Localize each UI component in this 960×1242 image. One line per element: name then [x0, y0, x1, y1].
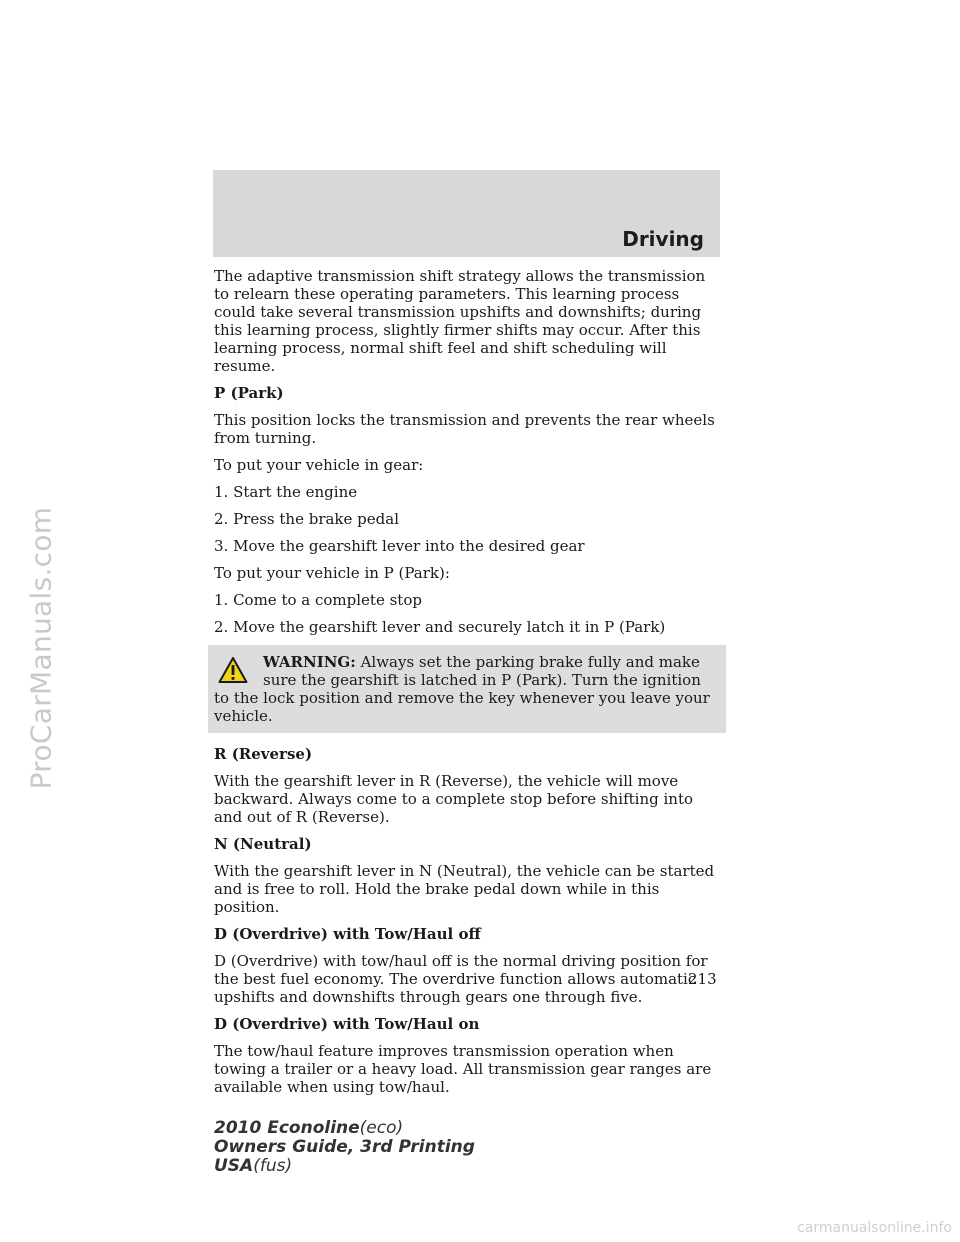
side-watermark-text: ProCarManuals.com	[24, 506, 58, 790]
neutral-heading: N (Neutral)	[214, 835, 312, 853]
footer-region-code: (fus)	[253, 1156, 293, 1176]
warning-box	[208, 645, 726, 733]
warning-triangle-icon	[218, 656, 248, 684]
warning-label: WARNING:	[263, 653, 356, 671]
in-gear-step: 1. Start the engine	[214, 483, 358, 501]
overdrive-on-heading: D (Overdrive) with Tow/Haul on	[214, 1015, 480, 1033]
neutral-paragraph: With the gearshift lever in N (Neutral), the vehicle can be started and is free to roll. Hold the brake pedal down while in this position.	[214, 862, 715, 916]
side-watermark	[0, 0, 80, 1242]
park-heading: P (Park)	[214, 384, 284, 402]
in-gear-intro: To put your vehicle in gear:	[214, 456, 424, 474]
warning-text: Always set the parking brake fully and make sure the gearshift is latched in P (Park). Turn the ignition to the lock position and remove the key whenever you leave your vehicle.	[214, 653, 710, 725]
in-gear-step: 2. Press the brake pedal	[214, 510, 399, 528]
overdrive-off-heading: D (Overdrive) with Tow/Haul off	[214, 925, 481, 943]
section-title: Driving	[622, 227, 704, 251]
overdrive-off-paragraph: D (Overdrive) with tow/haul off is the normal driving position for the best fuel economy. The overdrive function allows automatic upshifts and downshifts through gears one through five.	[214, 952, 708, 1006]
section-header-band	[213, 170, 720, 257]
in-gear-step: 3. Move the gearshift lever into the desired gear	[214, 537, 585, 555]
to-park-step: 2. Move the gearshift lever and securely latch it in P (Park)	[214, 618, 666, 636]
to-park-step: 1. Come to a complete stop	[214, 591, 422, 609]
footer-model: 2010 Econoline	[214, 1118, 360, 1138]
page-number: 213	[688, 970, 717, 988]
footer	[214, 1119, 475, 1176]
footer-guide: Owners Guide, 3rd Printing	[214, 1137, 475, 1157]
park-paragraph: This position locks the transmission and prevents the rear wheels from turning.	[214, 411, 715, 447]
to-park-intro: To put your vehicle in P (Park):	[214, 564, 450, 582]
footer-model-code: (eco)	[359, 1118, 404, 1138]
footer-line-region	[214, 1157, 475, 1176]
reverse-heading: R (Reverse)	[214, 745, 313, 763]
footer-region: USA	[214, 1156, 254, 1176]
reverse-paragraph: With the gearshift lever in R (Reverse), the vehicle will move backward. Always come to a complete stop before shifting into and out of R (Reverse).	[214, 772, 694, 826]
page-content	[214, 267, 724, 1105]
warning-body	[214, 653, 718, 725]
bottom-watermark: carmanualsonline.info	[797, 1220, 952, 1236]
intro-paragraph: The adaptive transmission shift strategy allows the transmission to relearn these operating parameters. This learning process could take several transmission upshifts and downshifts; during this learning process, slightly firmer shifts may occur. After this learning process, normal shift feel and shift scheduling will resume.	[214, 267, 706, 375]
overdrive-on-paragraph: The tow/haul feature improves transmission operation when towing a trailer or a heavy load. All transmission gear ranges are available when using tow/haul.	[214, 1042, 712, 1096]
footer-line-model	[214, 1119, 475, 1138]
